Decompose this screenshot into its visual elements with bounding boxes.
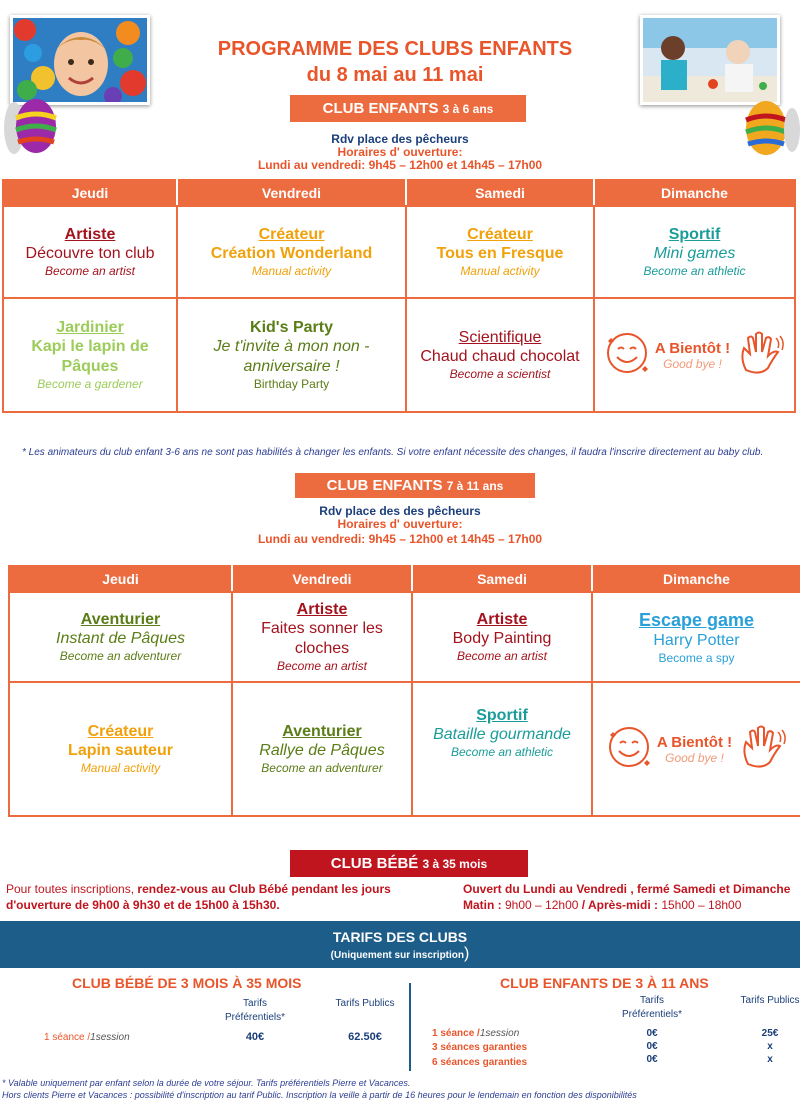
- enfants-row-pub: 25€: [761, 1028, 779, 1039]
- smiley-icon: [607, 725, 651, 774]
- activity-title: Découvre ton club: [25, 245, 155, 262]
- bebe-col-pref: Tarifs Préférentiels*: [224, 998, 286, 1023]
- row-label: 1 séance /: [432, 1028, 480, 1039]
- day-header-row: [3, 180, 795, 206]
- activity-category: Créateur: [258, 226, 325, 243]
- bebe-col-pub: Tarifs Publics: [335, 998, 395, 1009]
- day-header: Dimanche: [592, 566, 800, 592]
- club-bebe-banner: [290, 850, 528, 877]
- activity-title: Lapin sauteur: [68, 742, 173, 759]
- club1-rdv: Rdv place des pêcheurs: [331, 132, 469, 146]
- activity-cell: [177, 206, 406, 298]
- activity-row: [3, 298, 795, 412]
- goodbye-subtitle: Good bye !: [665, 750, 724, 765]
- enfants-row-pub: x: [767, 1041, 773, 1052]
- activity-subtitle: Manual activity: [460, 264, 540, 278]
- bebe-hours-line: Ouvert du Lundi au Vendredi , fermé Samedi et Dimanche: [463, 882, 791, 896]
- activity-cell: [594, 206, 795, 298]
- club2-horaires-label: Horaires d' ouverture:: [337, 517, 463, 531]
- activity-cell: [232, 682, 412, 816]
- club1-horaires-label: Horaires d' ouverture:: [337, 145, 463, 159]
- activity-category: Scientifique: [458, 329, 542, 346]
- day-header: Samedi: [406, 180, 594, 206]
- day-header: Dimanche: [594, 180, 795, 206]
- activity-subtitle: Manual activity: [251, 264, 332, 278]
- easter-egg-left: [0, 88, 60, 163]
- activity-cell: [412, 592, 592, 682]
- goodbye-block: [597, 724, 796, 775]
- activity-cell: [594, 298, 795, 412]
- bebe-tarif-title: CLUB BÉBÉ DE 3 MOIS À 35 MOIS: [72, 975, 302, 991]
- activity-subtitle: Become an adventurer: [59, 649, 182, 663]
- tarifs-divider: [409, 983, 411, 1071]
- activity-title: Kapi le lapin de Pâques: [31, 338, 149, 375]
- day-header: Vendredi: [177, 180, 406, 206]
- row-label: 1 séance /: [44, 1032, 91, 1043]
- waving-hand-icon: [736, 330, 784, 381]
- enfants-row-pref: 0€: [646, 1028, 658, 1039]
- goodbye-title: A Bientôt !: [656, 733, 733, 751]
- activity-subtitle: Become a spy: [658, 650, 735, 665]
- row-label-en: 1session: [90, 1032, 130, 1043]
- activity-cell: [232, 592, 412, 682]
- banner-label: CLUB ENFANTS: [322, 100, 439, 117]
- club-enfants-7-11-banner: [295, 473, 535, 498]
- tarif-footnote-2: Hors clients Pierre et Vacances : possibilité d'inscription au tarif Public. Inscription la veille à partir de 16 heures pour le lendemain en fonction des disponibilités: [2, 1090, 637, 1100]
- activity-cell: [9, 592, 232, 682]
- club1-horaires: Lundi au vendredi: 9h45 – 12h00 et 14h45 – 17h00: [257, 158, 543, 172]
- activity-category: Créateur: [467, 226, 533, 243]
- activity-title: Je t'invite à mon non - anniversaire !: [213, 338, 370, 375]
- activity-cell: [406, 206, 594, 298]
- enfants-row-label: 3 séances garanties: [432, 1042, 528, 1053]
- day-header: Vendredi: [232, 566, 412, 592]
- banner-age: 3 à 35 mois: [422, 857, 488, 871]
- matin-time: 9h00 – 12h00: [501, 898, 582, 912]
- activity-category: Artiste: [296, 601, 348, 618]
- activity-subtitle: Become an athletic: [643, 264, 746, 278]
- tarif-footnote-1: * Valable uniquement par enfant selon la durée de votre séjour. Tarifs préférentiels Pierre et Vacances.: [2, 1078, 411, 1088]
- activity-title: Tous en Fresque: [436, 245, 564, 262]
- enfants-col-pub: Tarifs Publics: [740, 995, 800, 1006]
- activity-subtitle: Manual activity: [80, 761, 161, 775]
- activity-cell: [592, 592, 800, 682]
- enfants-row-pref: 0€: [646, 1041, 658, 1052]
- activity-subtitle: Become an artist: [456, 649, 548, 663]
- club2-horaires: Lundi au vendredi: 9h45 – 12h00 et 14h45 – 17h00: [257, 532, 543, 546]
- activity-subtitle: Birthday Party: [253, 377, 330, 391]
- activity-title: Body Painting: [452, 630, 552, 647]
- activity-category: Aventurier: [282, 723, 362, 740]
- enfants-col-pref: Tarifs Préférentiels*: [621, 995, 683, 1020]
- goodbye-block: [599, 330, 790, 381]
- club-enfants-3-6-banner: [290, 95, 526, 122]
- enfants-tarif-title: CLUB ENFANTS DE 3 À 11 ANS: [500, 975, 709, 991]
- activity-row: [3, 206, 795, 298]
- apres-midi-time: 15h00 – 18h00: [657, 898, 742, 912]
- activity-cell: [3, 298, 177, 412]
- day-header-row: [9, 566, 800, 592]
- day-header: Samedi: [412, 566, 592, 592]
- bebe-row-pref: 40€: [245, 1031, 265, 1043]
- banner-label: CLUB BÉBÉ: [330, 855, 419, 872]
- smiley-icon: [605, 331, 649, 380]
- activity-category: Escape game: [638, 609, 755, 630]
- bebe-info-right: [463, 881, 800, 913]
- goodbye-title: A Bientôt !: [654, 339, 731, 357]
- club2-schedule-table: [8, 565, 800, 817]
- activity-title: Instant de Pâques: [56, 630, 185, 647]
- activity-category: Aventurier: [80, 611, 161, 628]
- tarifs-subtitle-text: (Uniquement sur inscription: [330, 950, 464, 961]
- row-label-en: 1session: [479, 1028, 520, 1039]
- day-header: Jeudi: [3, 180, 177, 206]
- activity-row: [9, 592, 800, 682]
- enfants-row-label: 6 séances garanties: [432, 1057, 528, 1068]
- bebe-info-left-2: rendez-vous au Club Bébé pendant les jours d'ouverture de 9h00 à 9h30 et de 15h00 à 15h30.: [6, 882, 391, 912]
- enfants-row-pref: 0€: [646, 1054, 658, 1065]
- tarifs-title: TARIFS DES CLUBS: [332, 929, 468, 945]
- banner-age: 3 à 6 ans: [442, 102, 494, 116]
- activity-title: Rallye de Pâques: [259, 742, 385, 759]
- bebe-info-left-1: Pour toutes inscriptions,: [6, 882, 138, 896]
- club1-schedule-table: [2, 179, 796, 413]
- activity-category: Artiste: [476, 611, 528, 628]
- activity-title: Chaud chaud chocolat: [420, 348, 580, 365]
- activity-subtitle: Become an athletic: [450, 745, 554, 759]
- tarifs-subtitle: [0, 945, 800, 963]
- club1-note: * Les animateurs du club enfant 3-6 ans ne sont pas habilités à changer les enfants. Si votre enfant nécessite des changes, il faudra l'inscrire directement au baby club.: [22, 447, 764, 458]
- activity-cell: [177, 298, 406, 412]
- activity-title: Mini games: [653, 245, 736, 262]
- enfants-row-pub: x: [767, 1054, 773, 1065]
- tarifs-banner: [0, 921, 800, 968]
- goodbye-subtitle: Good bye !: [663, 356, 722, 371]
- activity-subtitle: Become an adventurer: [261, 761, 383, 775]
- activity-cell: [592, 682, 800, 816]
- activity-row: [9, 682, 800, 816]
- activity-category: Jardinier: [56, 319, 124, 336]
- waving-hand-icon: [738, 724, 786, 775]
- bebe-row-pub: 62.50€: [348, 1031, 382, 1043]
- activity-title: Faites sonner les cloches: [261, 620, 383, 657]
- page-dates: du 8 mai au 11 mai: [306, 64, 484, 86]
- activity-subtitle: Become a gardener: [37, 377, 143, 391]
- activity-title: Création Wonderland: [210, 245, 373, 262]
- activity-subtitle: Become a scientist: [449, 367, 551, 381]
- enfants-row-label: [432, 1028, 519, 1039]
- bebe-times-line: [463, 897, 800, 913]
- easter-egg-right: [740, 90, 800, 165]
- activity-category: Kid's Party: [250, 319, 333, 336]
- activity-title: Bataille gourmande: [433, 726, 571, 743]
- activity-cell: [406, 298, 594, 412]
- tarifs-subtitle-paren: ): [464, 945, 470, 962]
- club2-rdv: Rdv place des des pêcheurs: [319, 504, 481, 518]
- banner-label: CLUB ENFANTS: [326, 477, 443, 494]
- activity-category: Créateur: [87, 723, 154, 740]
- activity-category: Sportif: [668, 226, 721, 243]
- banner-age: 7 à 11 ans: [446, 479, 504, 493]
- activity-subtitle: Become an artist: [276, 659, 368, 673]
- activity-cell: [412, 682, 592, 816]
- activity-category: Artiste: [64, 226, 116, 243]
- bebe-row-label: [44, 1032, 130, 1043]
- page-title: PROGRAMME DES CLUBS ENFANTS: [217, 38, 573, 60]
- bebe-info-left: [6, 881, 391, 913]
- activity-category: Sportif: [476, 707, 528, 724]
- matin-label: Matin :: [463, 898, 502, 912]
- activity-title: Harry Potter: [653, 631, 740, 649]
- day-header: Jeudi: [9, 566, 232, 592]
- activity-cell: [9, 682, 232, 816]
- activity-cell: [3, 206, 177, 298]
- activity-subtitle: Become an artist: [44, 264, 136, 278]
- apres-midi-label: / Après-midi :: [581, 898, 658, 912]
